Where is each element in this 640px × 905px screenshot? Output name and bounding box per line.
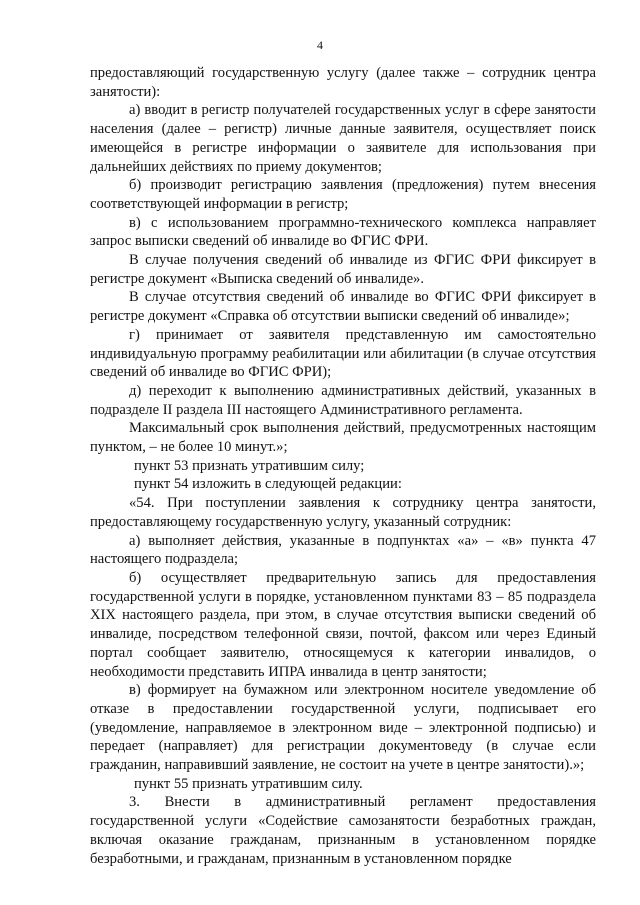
page-number: 4	[317, 38, 323, 52]
paragraph-54-item-b: б) осуществляет предварительную запись для предоставления государственной услуги в порядке, установленном пунктами 83 – 85 подраздела XIX настоящего раздела, при этом, в случае отсутствия выписки сведений об инвалиде, посредством телефонной связи, почтой, факсом или через Единый портал сообщает заявителю, относящемуся к категории инвалидов, о необходимости представить ИПРА инвалида в центр занятости;	[90, 569, 596, 680]
paragraph-item-g: г) принимает от заявителя представленную им самостоятельно индивидуальную программу реабилитации или абилитации (в случае отсутствия сведений об инвалиде во ФГИС ФРИ);	[90, 326, 596, 381]
paragraph-fgis-received: В случае получения сведений об инвалиде из ФГИС ФРИ фиксирует в регистре документ «Выписка сведений об инвалиде».	[90, 252, 596, 287]
paragraph-item-v: в) с использованием программно-технического комплекса направляет запрос выписки сведений об инвалиде во ФГИС ФРИ.	[90, 214, 596, 250]
paragraph-clause-54: пункт 54 изложить в следующей редакции:	[134, 476, 402, 493]
paragraph-item-b: б) производит регистрацию заявления (предложения) путем внесения соответствующей информации в регистр;	[90, 177, 596, 212]
paragraph-clause-54-text: «54. При поступлении заявления к сотруднику центра занятости, предоставляющему государственную услугу, указанный сотрудник:	[90, 495, 596, 530]
paragraph-54-item-v: в) формирует на бумажном или электронном носителе уведомление об отказе в предоставлении государственной услуги, подписывает его (уведомление, направляемое в электронном виде – электронной подписью) и передает (направляет) для регистрации документоведу (в случае если гражданин, направивший заявление, не состоит на учете в центре занятости).»;	[90, 682, 596, 774]
paragraph-intro: предоставляющий государственную услугу (далее также – сотрудник центра занятости):	[90, 65, 596, 100]
paragraph-section-3: 3. Внести в административный регламент предоставления государственной услуги «Содействие самозанятости безработных граждан, включая оказание гражданам, признанным в установленном порядке безработными, и гражданам, признанным в установленном порядке	[90, 794, 596, 867]
paragraph-item-a: а) вводит в регистр получателей государственных услуг в сфере занятости населения (далее – регистр) личные данные заявителя, осуществляет поиск имеющейся в регистре информации о заявителе для использования при дальнейших действиях по приему документов;	[90, 102, 596, 175]
paragraph-clause-53: пункт 53 признать утратившим силу;	[134, 457, 365, 474]
paragraph-max-time: Максимальный срок выполнения действий, предусмотренных настоящим пунктом, – не более 10 минут.»;	[90, 420, 596, 456]
paragraph-fgis-absent: В случае отсутствия сведений об инвалиде во ФГИС ФРИ фиксирует в регистре документ «Справка об отсутствии выписки сведений об инвалиде»;	[90, 289, 596, 325]
paragraph-clause-55: пункт 55 признать утратившим силу.	[134, 775, 363, 792]
paragraph-54-item-a: а) выполняет действия, указанные в подпунктах «а» – «в» пункта 47 настоящего подраздела;	[90, 532, 596, 568]
paragraph-item-d: д) переходит к выполнению административных действий, указанных в подразделе II раздела III настоящего Административного регламента.	[90, 382, 596, 418]
document-body	[90, 64, 596, 868]
